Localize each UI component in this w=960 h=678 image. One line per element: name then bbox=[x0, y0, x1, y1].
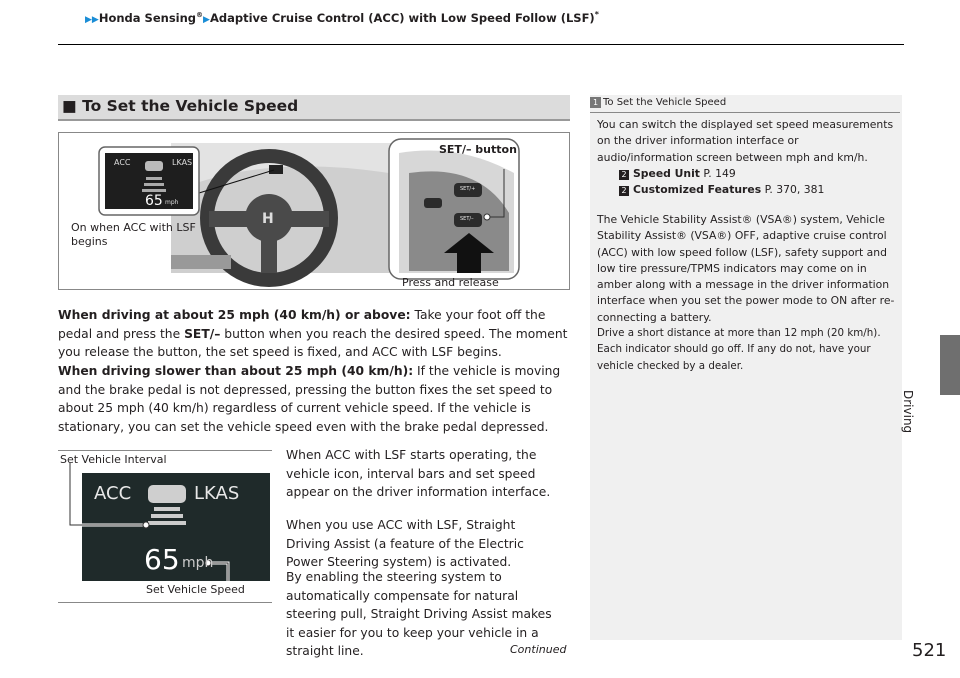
triangle-icon: ▶▶ bbox=[85, 14, 99, 25]
driver-display-illustration bbox=[58, 451, 272, 602]
steering-wheel-figure bbox=[58, 132, 570, 290]
side-note-title-text: To Set the Vehicle Speed bbox=[603, 97, 727, 108]
svg-text:H: H bbox=[262, 211, 274, 227]
straight-driving-paragraph: When you use ACC with LSF, Straight Driving Assist (a feature of the Electric Power Steering system) is activated. bbox=[286, 518, 524, 570]
cross-ref-icon: 2 bbox=[619, 186, 629, 196]
section-title bbox=[62, 97, 298, 115]
registered-mark: ® bbox=[196, 11, 204, 19]
note-marker-icon: 1 bbox=[590, 97, 601, 108]
side-note-panel bbox=[590, 95, 902, 640]
para1-text-a: Take your foot off the pedal and press the bbox=[58, 308, 546, 341]
chapter-label: Driving bbox=[901, 390, 915, 434]
page-number: 521 bbox=[912, 640, 947, 661]
side-note-p2: The Vehicle Stability Assist® (VSA®) system, Vehicle Stability Assist® (VSA®) OFF, adaptive cruise control (ACC) with low speed follow (LSF), safety support and low tire pressure/TPMS indicators may come on in amber along with a message in the driver information interface when you set the power mode to ON after re-connecting a battery. bbox=[597, 213, 895, 324]
breadcrumb-part2: Adaptive Cruise Control (ACC) with Low Speed Follow (LSF) bbox=[209, 10, 595, 25]
instruction-paragraph-slow bbox=[58, 362, 570, 436]
chapter-tab bbox=[940, 335, 960, 395]
callout-press-release: Press and release bbox=[402, 276, 499, 289]
button-set-plus-label: SET/+ bbox=[460, 186, 476, 192]
callout-acc-indicator: On when ACC with LSF begins bbox=[71, 221, 196, 248]
side-note-p1 bbox=[597, 117, 897, 198]
breadcrumb bbox=[85, 10, 599, 25]
ref-speed-unit bbox=[597, 166, 897, 182]
ref-customized-features bbox=[597, 182, 897, 198]
section-heading bbox=[58, 95, 570, 121]
label-set-vehicle-interval: Set Vehicle Interval bbox=[60, 453, 167, 466]
display-lkas-label: LKAS bbox=[172, 158, 193, 167]
breadcrumb-part1: Honda Sensing bbox=[98, 10, 197, 25]
set-button-ref: SET/– bbox=[184, 326, 221, 341]
cross-ref-icon: 2 bbox=[619, 170, 629, 180]
ref-speed-unit-label: Speed Unit bbox=[633, 166, 700, 180]
condition-fast: When driving at about 25 mph (40 km/h) or above: bbox=[58, 308, 411, 322]
para1-text-b: button when you reach the desired speed. The moment you release the button, the set speed is fixed, and ACC with LSF begins. bbox=[58, 326, 568, 360]
steering-compensation-paragraph: By enabling the steering system to automatically compensate for natural steering pull, Straight Driving Assist makes it easier for you to keep your vehicle in a straight line. bbox=[286, 570, 552, 659]
section-title-text: To Set the Vehicle Speed bbox=[82, 97, 299, 115]
side-note-p3: Drive a short distance at more than 12 mph (20 km/h). Each indicator should go off. If any do not, have your vehicle checked by a dealer. bbox=[597, 327, 881, 372]
side-note-title bbox=[590, 97, 900, 113]
condition-slow: When driving slower than about 25 mph (40 km/h): bbox=[58, 364, 414, 378]
ref-customized-label: Customized Features bbox=[633, 183, 762, 197]
display-speed: 65 bbox=[145, 193, 163, 209]
ref-speed-unit-page: P. 149 bbox=[703, 166, 736, 180]
display-acc-label: ACC bbox=[114, 158, 131, 167]
instruction-paragraph-fast bbox=[58, 306, 570, 362]
display2-acc: ACC bbox=[94, 483, 132, 504]
steering-wheel-illustration bbox=[59, 133, 570, 290]
callout-set-button: SET/– button bbox=[439, 143, 517, 156]
top-rule bbox=[58, 44, 904, 45]
ref-customized-page: P. 370, 381 bbox=[764, 183, 825, 197]
display2-speed: 65 bbox=[144, 543, 180, 576]
square-bullet-icon: ■ bbox=[62, 97, 77, 115]
triangle-icon: ▶ bbox=[203, 14, 210, 25]
para2-text: If the vehicle is moving and the brake pedal is not depressed, pressing the button fixes the set speed to about 25 mph (40 km/h) regardless of current vehicle speed. If the vehicle is stationary, you can set the vehicle speed even with the brake pedal depressed. bbox=[58, 364, 561, 434]
side-note-p1-text: You can switch the displayed set speed measurements on the driver information interface or audio/information screen between mph and km/h. bbox=[597, 118, 894, 164]
button-set-minus-label: SET/– bbox=[460, 216, 474, 222]
continued-label: Continued bbox=[510, 643, 567, 656]
footnote-star: * bbox=[594, 10, 599, 19]
display-unit: mph bbox=[165, 199, 179, 206]
display2-lkas: LKAS bbox=[194, 483, 240, 504]
driver-display-figure bbox=[58, 450, 272, 603]
label-set-vehicle-speed: Set Vehicle Speed bbox=[146, 583, 245, 596]
acc-start-paragraph: When ACC with LSF starts operating, the vehicle icon, interval bars and set speed appear on the driver information interface. bbox=[286, 448, 551, 500]
display2-unit: mph bbox=[182, 555, 214, 571]
